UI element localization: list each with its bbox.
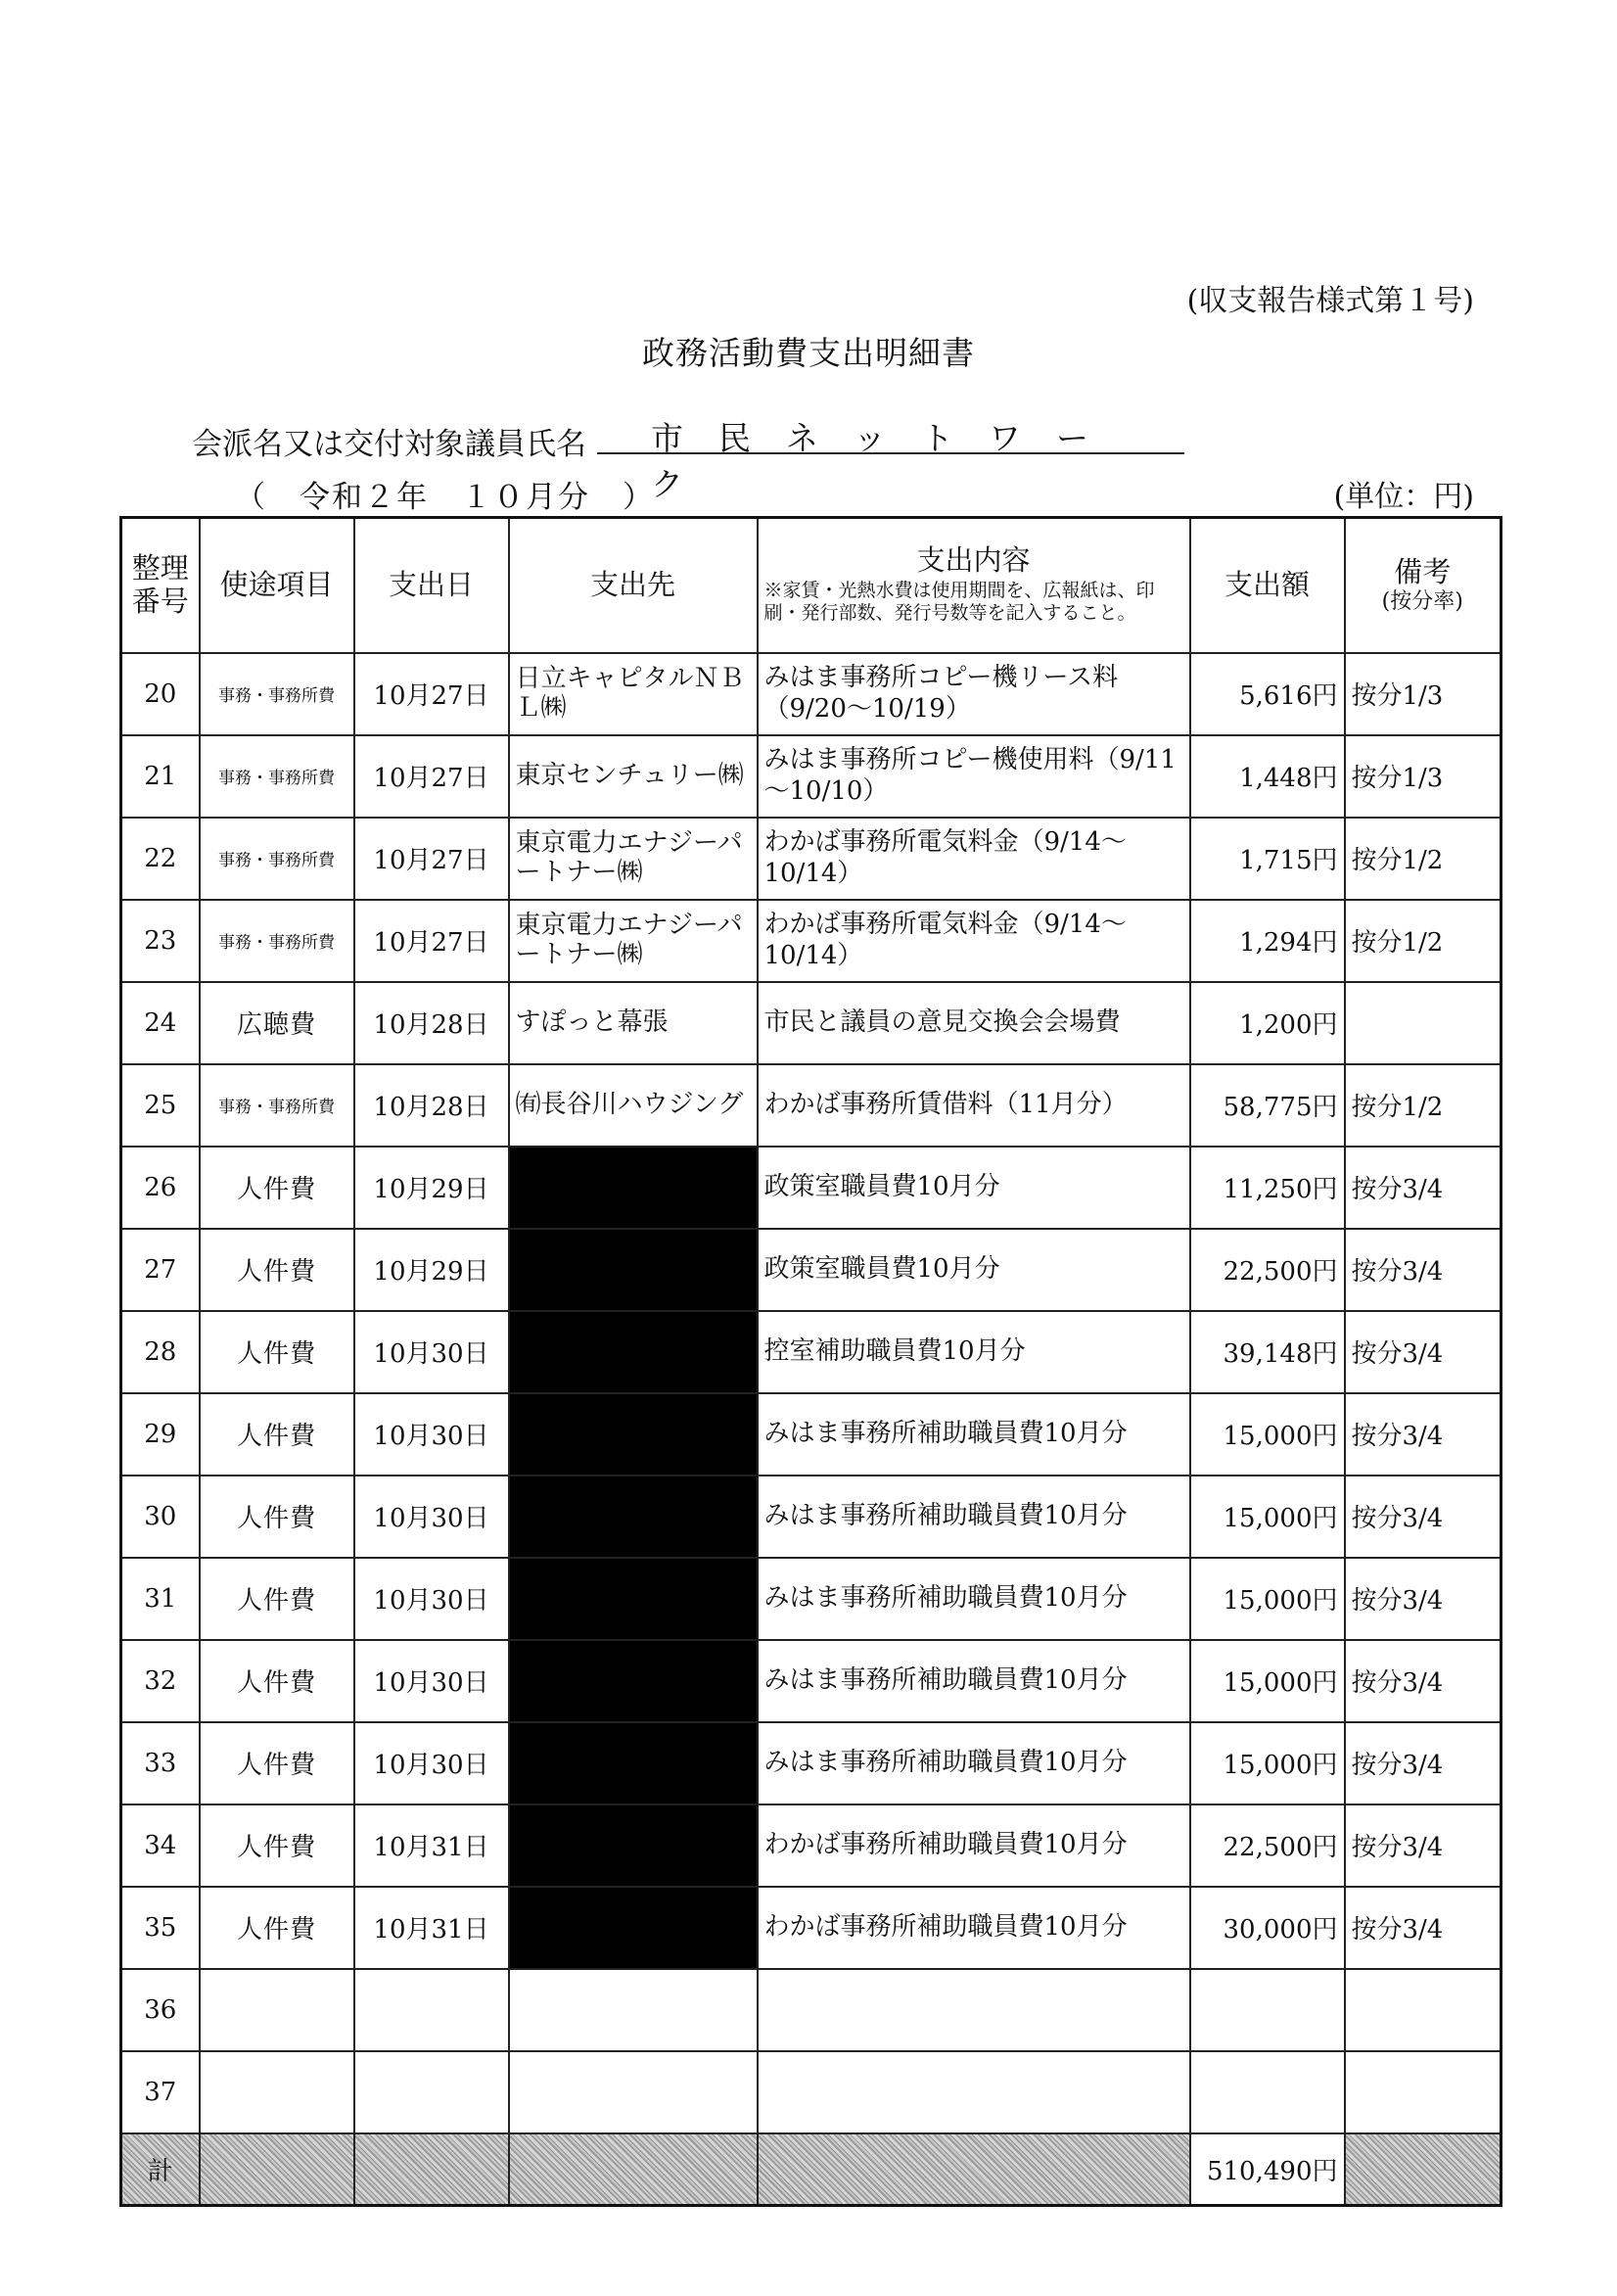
row-category: 人件費	[200, 1393, 354, 1476]
row-number: 24	[121, 982, 200, 1064]
table-row	[121, 2051, 1502, 2133]
row-description: わかば事務所電気料金（9/14～10/14）	[758, 900, 1190, 982]
row-note: 按分3/4	[1345, 1229, 1502, 1311]
row-description: わかば事務所電気料金（9/14～10/14）	[758, 818, 1190, 900]
table-body	[121, 653, 1502, 2133]
row-number: 23	[121, 900, 200, 982]
row-category: 人件費	[200, 1229, 354, 1311]
row-date: 10月30日	[354, 1722, 509, 1804]
row-amount: 1,294円	[1190, 900, 1345, 982]
total-cell-blank	[509, 2133, 758, 2206]
row-number: 31	[121, 1558, 200, 1640]
col-header-category: 使途項目	[200, 518, 354, 653]
table-row	[121, 1804, 1502, 1887]
row-number: 22	[121, 818, 200, 900]
expenditure-table	[119, 516, 1502, 2207]
table-row	[121, 1722, 1502, 1804]
row-note: 按分3/4	[1345, 1311, 1502, 1393]
row-category	[200, 1969, 354, 2051]
table-header-row	[121, 518, 1502, 653]
row-category: 事務・事務所費	[200, 900, 354, 982]
row-amount: 1,448円	[1190, 735, 1345, 818]
row-date: 10月27日	[354, 900, 509, 982]
row-date: 10月27日	[354, 653, 509, 735]
row-note: 按分3/4	[1345, 1393, 1502, 1476]
row-date: 10月27日	[354, 818, 509, 900]
redacted-block	[509, 1147, 758, 1229]
table-row	[121, 900, 1502, 982]
table-row	[121, 1969, 1502, 2051]
row-number: 28	[121, 1311, 200, 1393]
row-amount	[1190, 2051, 1345, 2133]
row-number: 34	[121, 1804, 200, 1887]
row-date: 10月30日	[354, 1393, 509, 1476]
row-category: 人件費	[200, 1147, 354, 1229]
row-note: 按分3/4	[1345, 1640, 1502, 1722]
row-date: 10月30日	[354, 1558, 509, 1640]
table-row	[121, 735, 1502, 818]
row-number: 21	[121, 735, 200, 818]
row-note: 按分1/2	[1345, 1064, 1502, 1147]
col-header-note-sub: (按分率)	[1381, 588, 1463, 614]
row-date: 10月30日	[354, 1311, 509, 1393]
row-date: 10月29日	[354, 1229, 509, 1311]
org-label: 会派名又は交付対象議員氏名	[192, 427, 586, 462]
redacted-block	[509, 1558, 758, 1640]
table-row	[121, 1311, 1502, 1393]
col-header-note	[1345, 518, 1502, 653]
row-category: 人件費	[200, 1804, 354, 1887]
redacted-block	[509, 1311, 758, 1393]
report-period: （ 令和２年 １０月分 ）	[235, 480, 655, 515]
row-description: みはま事務所コピー機使用料（9/11～10/10）	[758, 735, 1190, 818]
row-date: 10月28日	[354, 1064, 509, 1147]
row-date: 10月30日	[354, 1640, 509, 1722]
row-amount: 39,148円	[1190, 1311, 1345, 1393]
row-note: 按分3/4	[1345, 1804, 1502, 1887]
row-description	[758, 2051, 1190, 2133]
row-note	[1345, 1969, 1502, 2051]
form-number: (収支報告様式第１号)	[1186, 284, 1474, 318]
col-header-desc-label: 支出内容	[916, 543, 1031, 578]
row-date: 10月28日	[354, 982, 509, 1064]
row-category: 人件費	[200, 1722, 354, 1804]
col-header-desc-note: ※家賃・光熱水費は使用期間を、広報紙は、印刷・発行部数、発行号数等を記入すること。	[763, 579, 1155, 625]
row-number: 37	[121, 2051, 200, 2133]
row-description: みはま事務所補助職員費10月分	[758, 1722, 1190, 1804]
row-payee	[509, 1969, 758, 2051]
col-header-note-label: 備考	[1394, 555, 1452, 589]
row-amount: 15,000円	[1190, 1558, 1345, 1640]
table-row	[121, 818, 1502, 900]
row-description: 市民と議員の意見交換会会場費	[758, 982, 1190, 1064]
row-category: 人件費	[200, 1887, 354, 1969]
row-date	[354, 1969, 509, 2051]
row-amount: 15,000円	[1190, 1393, 1345, 1476]
row-description: わかば事務所補助職員費10月分	[758, 1804, 1190, 1887]
row-amount: 11,250円	[1190, 1147, 1345, 1229]
row-amount: 58,775円	[1190, 1064, 1345, 1147]
row-description: みはま事務所コピー機リース料（9/20～10/19）	[758, 653, 1190, 735]
row-amount: 15,000円	[1190, 1722, 1345, 1804]
table-row	[121, 1064, 1502, 1147]
row-number: 29	[121, 1393, 200, 1476]
row-category	[200, 2051, 354, 2133]
row-payee	[509, 2051, 758, 2133]
row-note: 按分3/4	[1345, 1722, 1502, 1804]
row-description: 政策室職員費10月分	[758, 1229, 1190, 1311]
row-note: 按分3/4	[1345, 1147, 1502, 1229]
row-number: 27	[121, 1229, 200, 1311]
row-amount	[1190, 1969, 1345, 2051]
row-payee: 日立キャピタルＮＢＬ㈱	[509, 653, 758, 735]
row-note: 按分1/3	[1345, 735, 1502, 818]
total-cell-blank	[1345, 2133, 1502, 2206]
row-note: 按分1/2	[1345, 818, 1502, 900]
col-header-desc	[758, 518, 1190, 653]
row-number: 26	[121, 1147, 200, 1229]
row-note: 按分3/4	[1345, 1476, 1502, 1558]
redacted-block	[509, 1640, 758, 1722]
row-amount: 15,000円	[1190, 1476, 1345, 1558]
total-amount: 510,490円	[1190, 2133, 1345, 2206]
row-description: 控室補助職員費10月分	[758, 1311, 1190, 1393]
row-note: 按分1/3	[1345, 653, 1502, 735]
row-category: 広聴費	[200, 982, 354, 1064]
redacted-block	[509, 1476, 758, 1558]
row-number: 33	[121, 1722, 200, 1804]
row-description: みはま事務所補助職員費10月分	[758, 1476, 1190, 1558]
row-note: 按分1/2	[1345, 900, 1502, 982]
redacted-block	[509, 1229, 758, 1311]
redacted-block	[509, 1393, 758, 1476]
col-header-no: 整理番号	[121, 518, 200, 653]
row-note	[1345, 982, 1502, 1064]
row-amount: 15,000円	[1190, 1640, 1345, 1722]
row-description: 政策室職員費10月分	[758, 1147, 1190, 1229]
row-number: 25	[121, 1064, 200, 1147]
col-header-date: 支出日	[354, 518, 509, 653]
table-row	[121, 1640, 1502, 1722]
row-description: わかば事務所賃借料（11月分）	[758, 1064, 1190, 1147]
table-row	[121, 1558, 1502, 1640]
table-row	[121, 982, 1502, 1064]
total-cell-blank	[200, 2133, 354, 2206]
row-number: 32	[121, 1640, 200, 1722]
row-category: 事務・事務所費	[200, 735, 354, 818]
col-header-payee: 支出先	[509, 518, 758, 653]
row-description: みはま事務所補助職員費10月分	[758, 1393, 1190, 1476]
redacted-block	[509, 1804, 758, 1887]
row-payee: ㈲長谷川ハウジング	[509, 1064, 758, 1147]
row-payee: 東京電力エナジーパートナー㈱	[509, 818, 758, 900]
row-category: 事務・事務所費	[200, 653, 354, 735]
row-amount: 30,000円	[1190, 1887, 1345, 1969]
total-label: 計	[121, 2133, 200, 2206]
row-description: わかば事務所補助職員費10月分	[758, 1887, 1190, 1969]
page-title: 政務活動費支出明細書	[642, 334, 975, 372]
total-row	[121, 2133, 1502, 2206]
row-date: 10月31日	[354, 1887, 509, 1969]
row-amount: 22,500円	[1190, 1804, 1345, 1887]
row-category: 事務・事務所費	[200, 1064, 354, 1147]
total-cell-blank	[758, 2133, 1190, 2206]
row-date: 10月31日	[354, 1804, 509, 1887]
row-amount: 5,616円	[1190, 653, 1345, 735]
table-row	[121, 1887, 1502, 1969]
row-note: 按分3/4	[1345, 1558, 1502, 1640]
row-category: 人件費	[200, 1476, 354, 1558]
row-date: 10月29日	[354, 1147, 509, 1229]
row-number: 20	[121, 653, 200, 735]
row-description: みはま事務所補助職員費10月分	[758, 1640, 1190, 1722]
row-category: 人件費	[200, 1558, 354, 1640]
redacted-block	[509, 1887, 758, 1969]
table-row	[121, 653, 1502, 735]
row-payee: すぽっと幕張	[509, 982, 758, 1064]
row-category: 人件費	[200, 1640, 354, 1722]
row-amount: 1,200円	[1190, 982, 1345, 1064]
row-payee: 東京センチュリー㈱	[509, 735, 758, 818]
row-number: 36	[121, 1969, 200, 2051]
table-row	[121, 1147, 1502, 1229]
row-description	[758, 1969, 1190, 2051]
row-payee: 東京電力エナジーパートナー㈱	[509, 900, 758, 982]
row-number: 30	[121, 1476, 200, 1558]
org-name: 市民ネットワーク	[597, 413, 1184, 454]
total-cell-blank	[354, 2133, 509, 2206]
row-note: 按分3/4	[1345, 1887, 1502, 1969]
col-header-amount: 支出額	[1190, 518, 1345, 653]
row-note	[1345, 2051, 1502, 2133]
row-date: 10月27日	[354, 735, 509, 818]
redacted-block	[509, 1722, 758, 1804]
table-row	[121, 1393, 1502, 1476]
row-number: 35	[121, 1887, 200, 1969]
row-description: みはま事務所補助職員費10月分	[758, 1558, 1190, 1640]
row-category: 人件費	[200, 1311, 354, 1393]
row-category: 事務・事務所費	[200, 818, 354, 900]
row-date: 10月30日	[354, 1476, 509, 1558]
table-row	[121, 1229, 1502, 1311]
unit-label: (単位：円)	[1333, 480, 1474, 514]
row-date	[354, 2051, 509, 2133]
row-amount: 1,715円	[1190, 818, 1345, 900]
table-row	[121, 1476, 1502, 1558]
row-amount: 22,500円	[1190, 1229, 1345, 1311]
